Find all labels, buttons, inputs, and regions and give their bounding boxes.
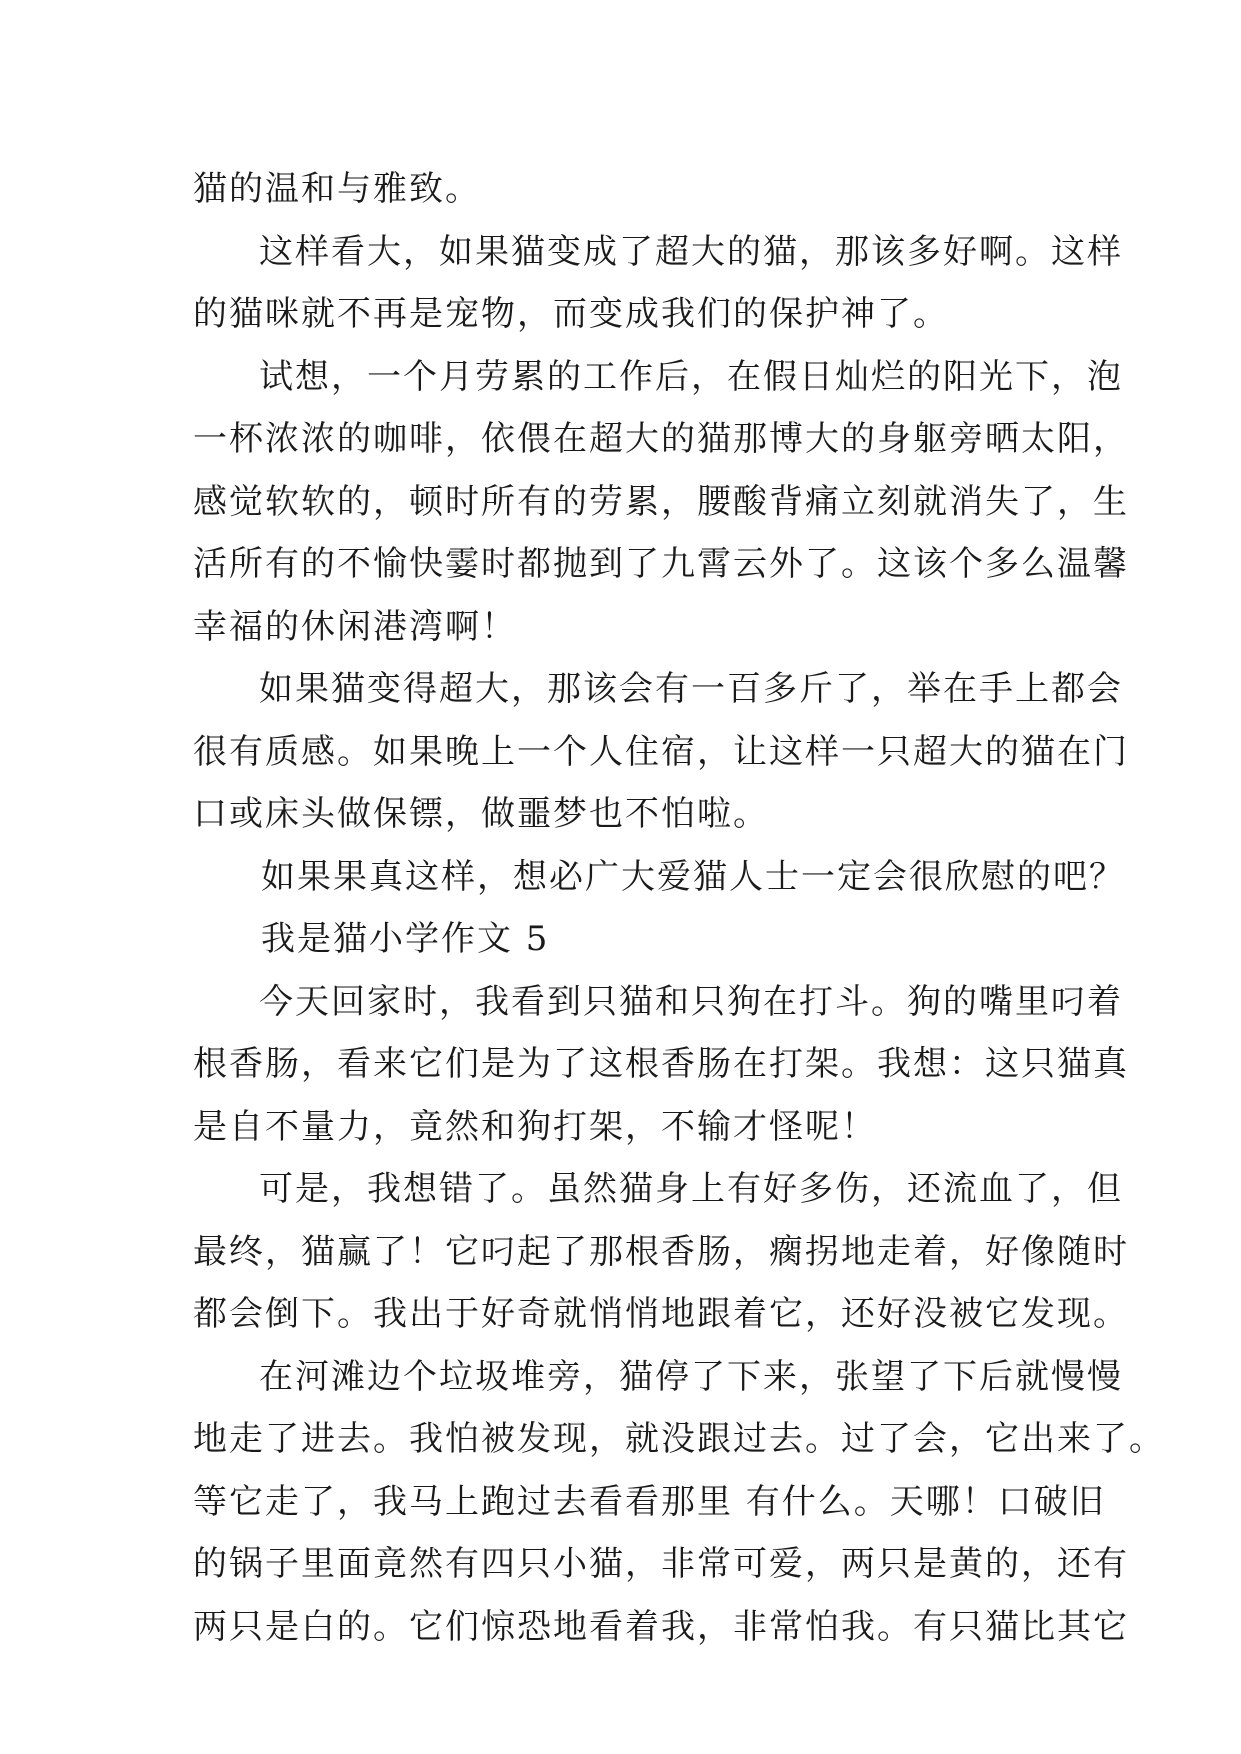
- text-line: 最终，猫赢了！它叼起了那根香肠，瘸拐地走着，好像随时: [193, 1231, 1129, 1272]
- text-line: 的锅子里面竟然有四只小猫，非常可爱，两只是黄的，还有: [193, 1544, 1129, 1584]
- essay-body: [193, 158, 1165, 1658]
- text-line: 等它走了，我马上跑过去看看那里 有什么。天哪！口破旧: [193, 1481, 1106, 1522]
- paragraph-first-line: 今天回家时，我看到只猫和只狗在打斗。狗的嘴里叼着: [259, 981, 1123, 1022]
- text-line: 地走了进去。我怕被发现，就没跟过去。过了会，它出来了。: [193, 1419, 1165, 1459]
- paragraph-first-line: 试想，一个月劳累的工作后，在假日灿烂的阳光下，泡: [259, 356, 1123, 397]
- text-line: 幸福的休闲港湾啊！: [193, 606, 517, 647]
- paragraph-first-line: 如果猫变得超大，那该会有一百多斤了，举在手上都会: [259, 669, 1123, 709]
- text-line: 猫的温和与雅致。: [193, 169, 481, 209]
- text-line: 感觉软软的，顿时所有的劳累，腰酸背痛立刻就消失了，生: [193, 481, 1129, 522]
- paragraph-first-line: 如果果真这样，想必广大爱猫人士一定会很欣慰的吧？: [261, 856, 1125, 897]
- text-line: 的猫咪就不再是宠物，而变成我们的保护神了。: [193, 294, 949, 334]
- section-heading: 我是猫小学作文 5: [261, 919, 550, 959]
- text-line: 一杯浓浓的咖啡，依偎在超大的猫那博大的身躯旁晒太阳，: [193, 419, 1129, 459]
- text-line: 活所有的不愉快霎时都抛到了九霄云外了。这该个多么温馨: [193, 544, 1129, 584]
- text-line: 很有质感。如果晚上一个人住宿，让这样一只超大的猫在门: [193, 731, 1129, 772]
- text-line: 都会倒下。我出于好奇就悄悄地跟着它，还好没被它发现。: [193, 1294, 1129, 1334]
- paragraph-first-line: 在河滩边个垃圾堆旁，猫停了下来，张望了下后就慢慢: [259, 1356, 1123, 1397]
- text-line: 根香肠，看来它们是为了这根香肠在打架。我想：这只猫真: [193, 1044, 1129, 1084]
- paragraph-first-line: 可是，我想错了。虽然猫身上有好多伤，还流血了，但: [259, 1169, 1123, 1209]
- text-line: 口或床头做保镖，做噩梦也不怕啦。: [193, 794, 769, 834]
- paragraph-first-line: 这样看大，如果猫变成了超大的猫，那该多好啊。这样: [259, 231, 1123, 272]
- text-line: 两只是白的。它们惊恐地看着我，非常怕我。有只猫比其它: [193, 1606, 1129, 1647]
- text-line: 是自不量力，竟然和狗打架，不输才怪呢！: [193, 1106, 877, 1147]
